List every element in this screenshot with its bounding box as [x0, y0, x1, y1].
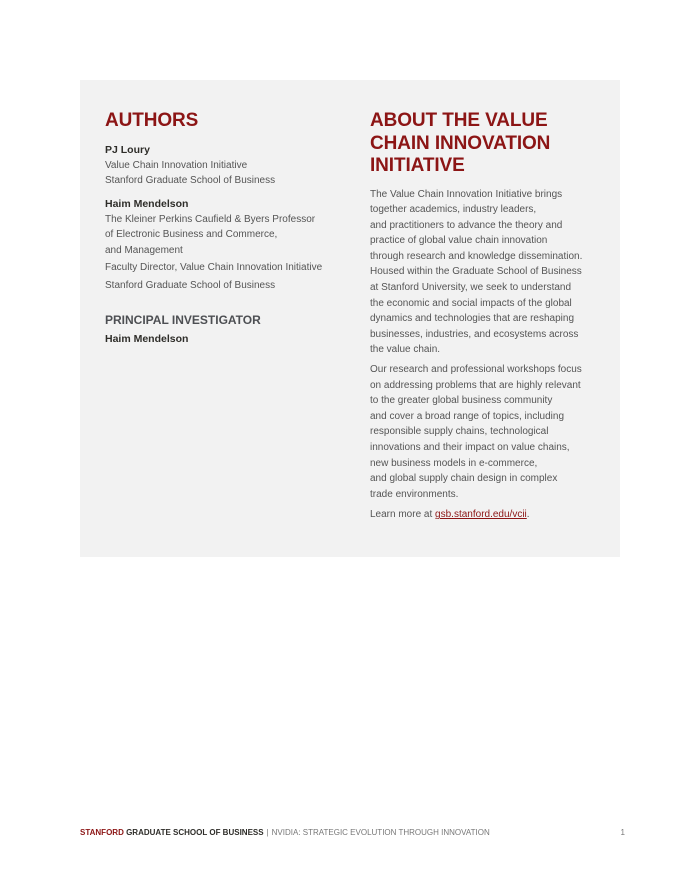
author-title: and Management — [105, 244, 183, 256]
about-heading — [370, 110, 592, 178]
author-name: Haim Mendelson — [105, 197, 189, 210]
info-panel — [80, 80, 620, 557]
footer-separator: | — [266, 828, 269, 837]
about-column — [370, 110, 592, 523]
paragraph-line: together academics, industry leaders, — [370, 204, 537, 216]
paragraph-line: and cover a broad range of topics, including — [370, 410, 565, 422]
vcii-link[interactable]: gsb.stanford.edu/vcii — [435, 509, 527, 521]
paragraph-line: on addressing problems that are highly relevant — [370, 379, 581, 391]
paragraph-line: the value chain. — [370, 344, 441, 356]
about-paragraph-2 — [370, 362, 592, 502]
authors-heading: AUTHORS — [105, 110, 199, 131]
learn-more-prefix: Learn more at — [370, 509, 436, 521]
footer-brand-stanford: STANFORD — [80, 828, 124, 837]
author-affiliation: Stanford Graduate School of Business — [105, 280, 276, 292]
footer-document-title: NVIDIA: STRATEGIC EVOLUTION THROUGH INNOVATION — [271, 828, 490, 837]
page-footer — [80, 827, 625, 839]
paragraph-line: practice of global value chain innovation — [370, 235, 548, 247]
about-heading-line: INITIATIVE — [370, 155, 465, 176]
author-affiliation: Value Chain Innovation Initiative — [105, 159, 248, 171]
author-role: Faculty Director, Value Chain Innovation Initiative — [105, 262, 323, 274]
paragraph-line: and practitioners to advance the theory and — [370, 219, 563, 231]
about-heading-line: CHAIN INNOVATION — [370, 132, 551, 154]
paragraph-line: innovations and their impact on value chains, — [370, 442, 570, 453]
page-number: 1 — [620, 828, 625, 837]
authors-column — [105, 110, 340, 346]
footer-brand-gsb: GRADUATE SCHOOL OF BUSINESS — [123, 828, 264, 837]
paragraph-line: to the greater global business community — [370, 395, 553, 407]
paragraph-line: Our research and professional workshops focus — [370, 364, 582, 376]
principal-investigator-name: Haim Mendelson — [105, 332, 189, 345]
paragraph-line: responsible supply chains, technological — [370, 426, 549, 438]
author-title: The Kleiner Perkins Caufield & Byers Professor — [105, 213, 316, 225]
paragraph-line: The Value Chain Innovation Initiative brings — [370, 188, 563, 200]
author-name: PJ Loury — [105, 143, 150, 156]
learn-more-suffix: . — [526, 509, 530, 521]
paragraph-line: at Stanford University, we seek to understand — [370, 282, 572, 294]
paragraph-line: trade environments. — [370, 488, 459, 500]
about-heading-line: ABOUT THE VALUE — [370, 110, 548, 131]
paragraph-line: Housed within the Graduate School of Business — [370, 266, 582, 278]
principal-investigator-heading: PRINCIPAL INVESTIGATOR — [105, 312, 261, 327]
author-haim-mendelson — [105, 197, 340, 294]
paragraph-line: businesses, industries, and ecosystems across — [370, 328, 579, 340]
author-title: of Electronic Business and Commerce, — [105, 229, 278, 241]
about-paragraph-1 — [370, 187, 592, 359]
learn-more-line — [370, 507, 592, 523]
paragraph-line: through research and knowledge dissemination. — [370, 250, 583, 262]
paragraph-line: the economic and social impacts of the global — [370, 297, 572, 309]
paragraph-line: new business models in e-commerce, — [370, 457, 538, 469]
paragraph-line: dynamics and technologies that are reshaping — [370, 313, 575, 325]
paragraph-line: and global supply chain design in complex — [370, 473, 558, 485]
author-pj-loury — [105, 143, 340, 189]
author-affiliation: Stanford Graduate School of Business — [105, 175, 276, 187]
